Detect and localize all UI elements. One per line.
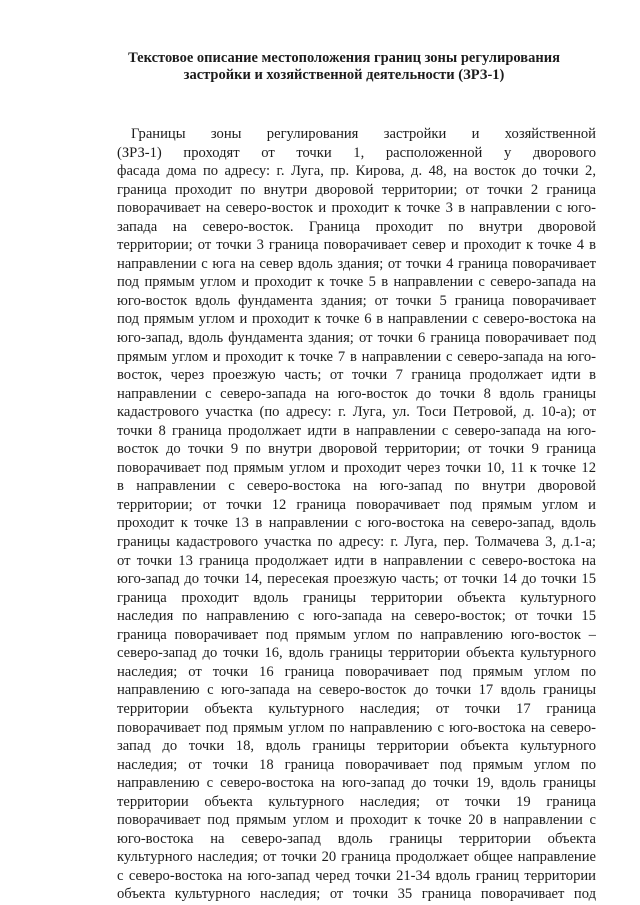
body-line: территории; от точки 12 граница поворачивает под прямым углом и: [117, 496, 596, 513]
body-line: восток, через проезжую часть; от точки 7 граница продолжает идти в: [117, 367, 596, 384]
body-line: точки 8 граница продолжает идти в направлении с северо-запада на юго-: [117, 422, 596, 439]
body-line: запада на северо-восток. Граница проходит по внутри дворовой: [117, 218, 596, 235]
body-line: прямым углом и проходит к точке 7 в направлении с северо-запада на юго-: [117, 348, 596, 365]
body-line: объекта культурного наследия; от точки 35 граница поворачивает под: [117, 886, 596, 903]
body-line: направлении с юга на север вдоль здания; от точки 4 граница поворачивает: [117, 255, 596, 272]
body-line: территории; от точки 3 граница поворачивает север и проходит к точке 4 в: [117, 237, 596, 254]
body-line: юго-востока на северо-запад вдоль границы территории объекта: [117, 830, 596, 847]
body-line: поворачивает под прямым углом и проходит к точке 20 в направлении с: [117, 812, 596, 829]
body-line: восток до точки 9 по внутри дворовой территории; от точки 9 граница: [117, 441, 596, 458]
body-line: юго-восток вдоль фундамента здания; от точки 5 граница поворачивает: [117, 292, 596, 309]
body-line: юго-запад, вдоль фундамента здания; от точки 6 граница поворачивает под: [117, 330, 596, 347]
body-line: фасада дома по адресу: г. Луга, пр. Кирова, д. 48, на восток до точки 2,: [117, 163, 596, 180]
document-body: [117, 125, 596, 904]
body-line: граница проходит по внутри дворовой территории; от точки 2 граница: [117, 181, 596, 198]
body-line: северо-запад до точки 16, вдоль границы территории объекта культурного: [117, 645, 596, 662]
body-line: (ЗРЗ-1) проходят от точки 1, расположенной у дворового: [117, 144, 596, 161]
body-line: территории объекта культурного наследия; от точки 17 граница: [117, 700, 596, 717]
body-line: поворачивает под прямым углом и проходит через точки 10, 11 к точке 12: [117, 459, 596, 476]
body-line: от точки 13 граница продолжает идти в направлении с северо-востока на: [117, 552, 596, 569]
body-line: кадастрового участка (по адресу: г. Луга, ул. Тоси Петровой, д. 10-а); от: [117, 404, 596, 421]
body-line: граница проходит вдоль границы территории объекта культурного: [117, 589, 596, 606]
body-line: направлению с северо-востока на юго-запад до точки 19, вдоль границы: [117, 775, 596, 792]
body-line: юго-запад до точки 14, пересекая проезжую часть; от точки 14 до точки 15: [117, 571, 596, 588]
body-line: с северо-востока на юго-запад черед точки 21-34 вдоль границ территории: [117, 867, 596, 884]
body-line: направлению с юго-запада на северо-восток до точки 17 вдоль границы: [117, 682, 596, 699]
body-line: Границы зоны регулирования застройки и хозяйственной: [131, 126, 596, 142]
body-line: под прямым углом и проходит к точке 6 в направлении с северо-востока на: [117, 311, 596, 328]
body-line: территории объекта культурного наследия; от точки 19 граница: [117, 793, 596, 810]
body-line: наследия по направлению с юго-запада на северо-восток; от точки 15: [117, 608, 596, 625]
body-line: культурного наследия; от точки 20 граница продолжает общее направление: [117, 849, 596, 866]
title-line: застройки и хозяйственной деятельности (ЗРЗ-1): [183, 67, 505, 83]
body-line: поворачивает под прямым углом по направлению с юго-востока на северо-: [117, 719, 596, 736]
body-line: наследия; от точки 18 граница поворачивает под прямым углом по: [117, 756, 596, 773]
title-line: Текстовое описание местоположения границ зоны регулирования: [128, 50, 560, 66]
body-line: проходит к точке 13 в направлении с юго-востока на северо-запад, вдоль: [117, 515, 596, 532]
body-line: под прямым углом и проходит к точке 5 в направлении с северо-запада на: [117, 274, 596, 291]
body-line: запад до точки 18, вдоль границы территории объекта культурного: [117, 738, 596, 755]
body-line: направлении с северо-запада на юго-восток до точки 8 вдоль границы: [117, 385, 596, 402]
body-line: поворачивает на северо-восток и проходит к точке 3 в направлении с юго-: [117, 200, 596, 217]
body-line: наследия; от точки 16 граница поворачивает под прямым углом по: [117, 663, 596, 680]
document-title: [108, 50, 580, 84]
body-line: граница поворачивает под прямым углом по направлению юго-восток –: [117, 626, 596, 643]
body-line: границы кадастрового участка по адресу: г. Луга, пер. Толмачева 3, д.1-а;: [117, 534, 596, 551]
body-line: в направлении с северо-востока на юго-запад по внутри дворовой: [117, 478, 596, 495]
